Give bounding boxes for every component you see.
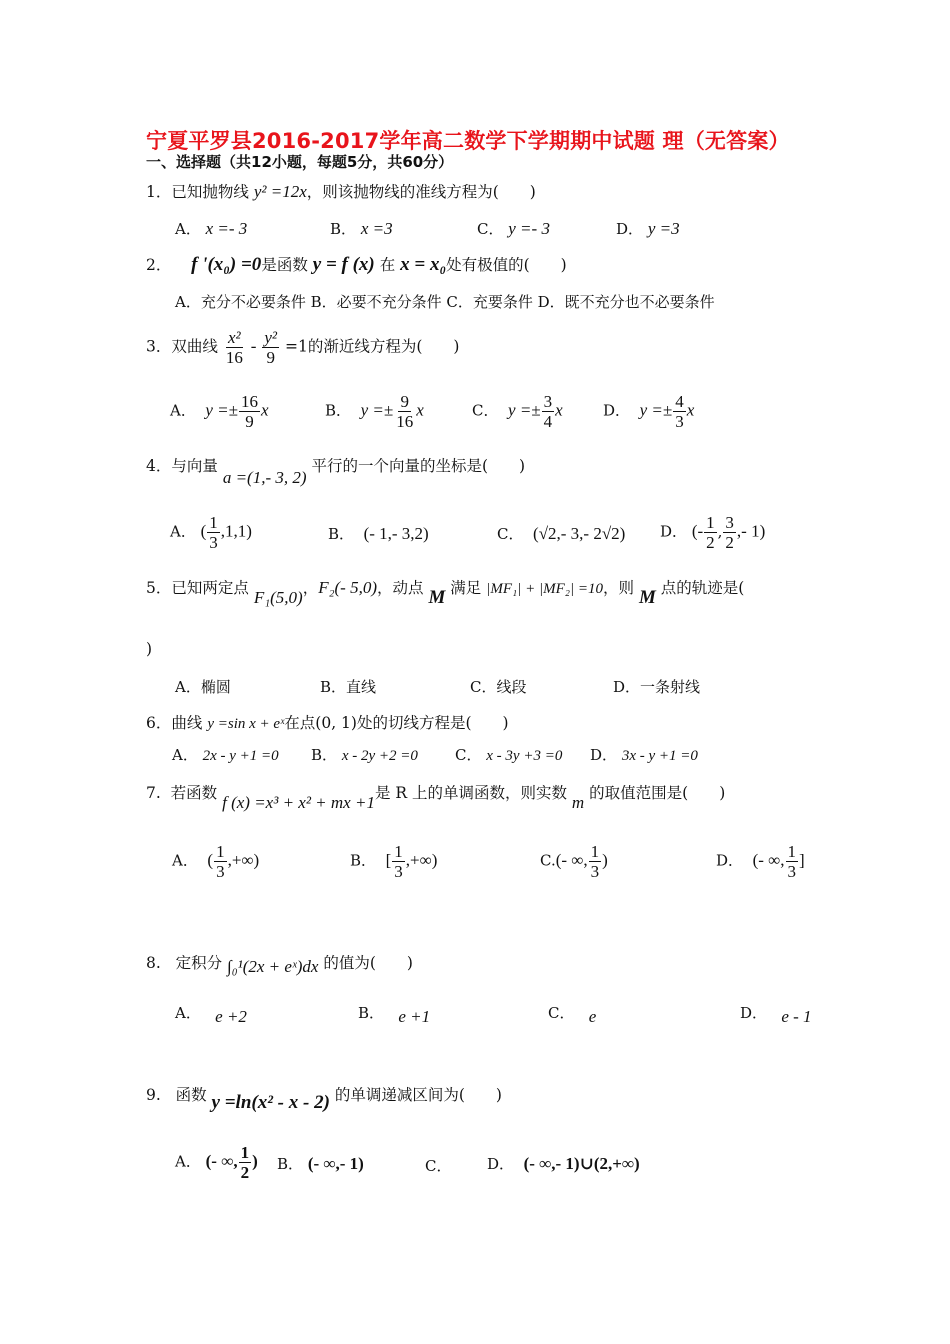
option-b: B．直线 — [320, 678, 377, 696]
option-d: D． (- ∞,- 1)∪(2,+∞) — [487, 1154, 640, 1173]
option-a: A． y =± $\frac{16}{9}$ x — [170, 392, 269, 431]
option-b: B． (- 1,- 3,2) — [328, 524, 429, 543]
option-a: A． x =- 3 — [175, 219, 248, 238]
question-8: 8. 定积分 ∫₀¹(2x + eˣ)dx 的值为( ) — [146, 954, 413, 976]
math-expression: y² =12x — [253, 182, 307, 201]
option-a: A．椭圆 — [175, 678, 231, 696]
question-number: 9. — [146, 1086, 161, 1104]
option-c: C． y =± $\frac{3}{4}$ x — [472, 392, 563, 431]
fraction: $\frac{\text{y²}}{9}$ — [264, 328, 278, 367]
option-d: D． y =3 — [616, 219, 680, 238]
math-expression: x = x₀ — [400, 254, 447, 275]
option-b: B． e +1 — [358, 1004, 431, 1026]
option-c: C．线段 — [470, 678, 527, 696]
fraction: $\frac{\text{x²}}{16}$ — [225, 328, 243, 367]
question-4: 4．与向量 a =(1,- 3, 2) 平行的一个向量的坐标是( ) — [146, 457, 526, 487]
option-d: D．一条射线 — [613, 678, 701, 696]
question-number: 6． — [146, 714, 172, 732]
option-d: D． (- ∞, $\frac{1}{3}$ ] — [716, 842, 805, 881]
math-expression: y = f (x) — [312, 254, 375, 275]
section-heading: 一、选择题（共12小题，每题5分，共60分） — [146, 153, 454, 171]
option-b: B． x - 2y +2 =0 — [311, 746, 418, 764]
question-7: 7. 若函数 f (x) =x³ + x² + mx +1是 R 上的单调函数，则实数 m 的取值范围是( ) — [146, 784, 726, 812]
question-1 — [146, 180, 536, 202]
question-number: 4． — [146, 457, 172, 475]
option-a: A． e +2 — [175, 1004, 247, 1026]
option-a: A． (- ∞, $\frac{1}{2}$ ) — [175, 1143, 258, 1182]
question-5: 5．已知两定点 F₁(5,0)，F₂(- 5,0)，动点 M 满足 |MF₁| + |MF₂| =10，则 M 点的轨迹是( — [146, 578, 745, 608]
math-expression: f '(x₀) =0 — [191, 254, 262, 275]
option-d: D． (- $\frac{1}{2}$ , $\frac{3}{2}$ ,- 1) — [660, 513, 766, 552]
question-number: 7. — [146, 784, 161, 802]
option-c: C． x - 3y +3 =0 — [455, 746, 563, 764]
option-b: B． x =3 — [330, 219, 393, 238]
option-a: A． ( $\frac{1}{3}$ ,1,1) — [170, 513, 252, 552]
option-a: A． ( $\frac{1}{3}$ ,+∞) — [172, 842, 260, 881]
question-3: 3．双曲线 $\frac{\text{x²}}{16}$ - $\frac{\text{y²}}{9}$ =1的渐近线方程为( ) — [146, 328, 460, 367]
question-number: 1． — [146, 183, 172, 201]
option-d: D． y =± $\frac{4}{3}$ x — [603, 392, 695, 431]
option-c: C． e — [548, 1004, 597, 1026]
option-d: D． 3x - y +1 =0 — [590, 746, 698, 764]
question-text: 已知抛物线 — [171, 183, 249, 201]
option-d: D． e - 1 — [740, 1004, 812, 1026]
question-6: 6．曲线 y =sin x + eˣ在点(0, 1)处的切线方程是( ) — [146, 714, 509, 732]
page-title: 宁夏平罗县2016-2017学年高二数学下学期期中试题 理（无答案） — [146, 129, 790, 153]
option-b: B． y =± $\frac{9}{16}$ x — [325, 392, 424, 431]
question-9: 9. 函数 y =ln(x² - x - 2) 的单调递减区间为( ) — [146, 1086, 502, 1113]
question-number: 3． — [146, 337, 172, 356]
option-b: B． (- ∞,- 1) — [277, 1154, 364, 1173]
question-2: 2． f '(x₀) =0是函数 y = f (x) 在 x = x₀处有极值的( ) — [146, 254, 567, 275]
question-number: 5． — [146, 579, 172, 597]
option-a: A． 2x - y +1 =0 — [172, 746, 279, 764]
question-5-close: ) — [146, 640, 153, 658]
option-b: B． [ $\frac{1}{3}$ ,+∞) — [350, 842, 438, 881]
options-row: A．充分不必要条件 B．必要不充分条件 C．充要条件 D．既不充分也不必要条件 — [175, 293, 715, 311]
option-c: C． (√2,- 3,- 2√2) — [497, 524, 626, 543]
option-c: C.(- ∞, $\frac{1}{3}$ ) — [540, 842, 608, 881]
question-number: 2． — [146, 256, 172, 274]
question-number: 8. — [146, 954, 161, 972]
option-c: C． y =- 3 — [477, 219, 550, 238]
option-c: C． — [425, 1157, 452, 1175]
math-expression: a =(1,- 3, 2) — [222, 468, 307, 487]
question-text: ，则该抛物线的准线方程为( ) — [306, 183, 536, 201]
